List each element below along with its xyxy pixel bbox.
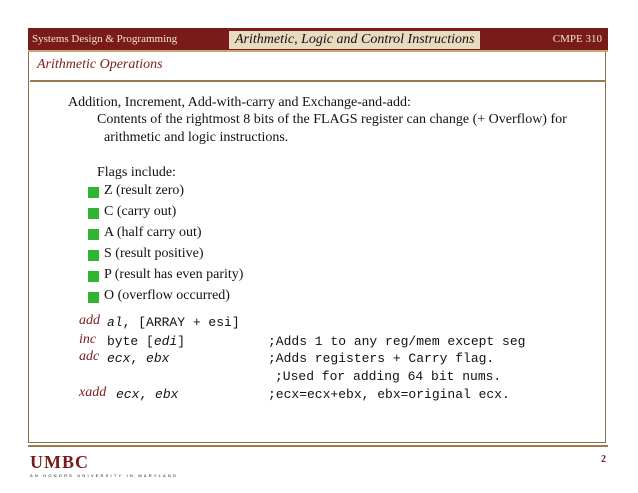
code-mnemonic: xadd: [79, 385, 107, 400]
code-comment: ;Adds registers + Carry flag.: [268, 351, 495, 366]
bullet-icon: [88, 271, 99, 282]
code-operands: ecx, ebx: [116, 387, 179, 402]
bullet-icon: [88, 292, 99, 303]
code-operands: byte [edi]: [107, 334, 186, 349]
code-comment: ;ecx=ecx+ebx, ebx=original ecx.: [268, 387, 510, 402]
code-mnemonic: add: [79, 313, 100, 328]
flag-item: P (result has even parity): [104, 267, 244, 282]
umbc-tagline: AN HONORS UNIVERSITY IN MARYLAND: [30, 473, 179, 478]
flag-item: O (overflow occurred): [104, 288, 230, 303]
bullet-icon: [88, 208, 99, 219]
bullet-icon: [88, 187, 99, 198]
flags-heading: Flags include:: [97, 165, 176, 180]
code-comment: ;Used for adding 64 bit nums.: [275, 369, 502, 384]
code-mnemonic: inc: [79, 332, 97, 347]
bullet-icon: [88, 250, 99, 261]
code-operands: al, [ARRAY + esi]: [107, 315, 240, 330]
flags-description-2: arithmetic and logic instructions.: [104, 130, 289, 145]
section-title: Arithmetic Operations: [37, 57, 163, 72]
page-number: 2: [601, 454, 606, 465]
flags-description-1: Contents of the rightmost 8 bits of the FLAGS register can change (+ Overflow) for: [97, 112, 567, 127]
code-comment: ;Adds 1 to any reg/mem except seg: [268, 334, 526, 349]
flag-item: S (result positive): [104, 246, 204, 261]
intro-text: Addition, Increment, Add-with-carry and Exchange-and-add:: [68, 95, 411, 110]
code-operands: ecx, ebx: [107, 351, 170, 366]
flag-item: A (half carry out): [104, 225, 202, 240]
slide-header: [28, 28, 608, 52]
bullet-icon: [88, 229, 99, 240]
flag-item: C (carry out): [104, 204, 177, 219]
title-divider: [30, 80, 606, 82]
slide-title: Arithmetic, Logic and Control Instructions: [229, 31, 480, 49]
course-code: CMPE 310: [552, 33, 602, 45]
umbc-logo: UMBC: [30, 452, 89, 472]
footer-divider: [28, 445, 608, 447]
flag-item: Z (result zero): [104, 183, 185, 198]
code-mnemonic: adc: [79, 349, 100, 364]
course-name: Systems Design & Programming: [32, 33, 178, 45]
